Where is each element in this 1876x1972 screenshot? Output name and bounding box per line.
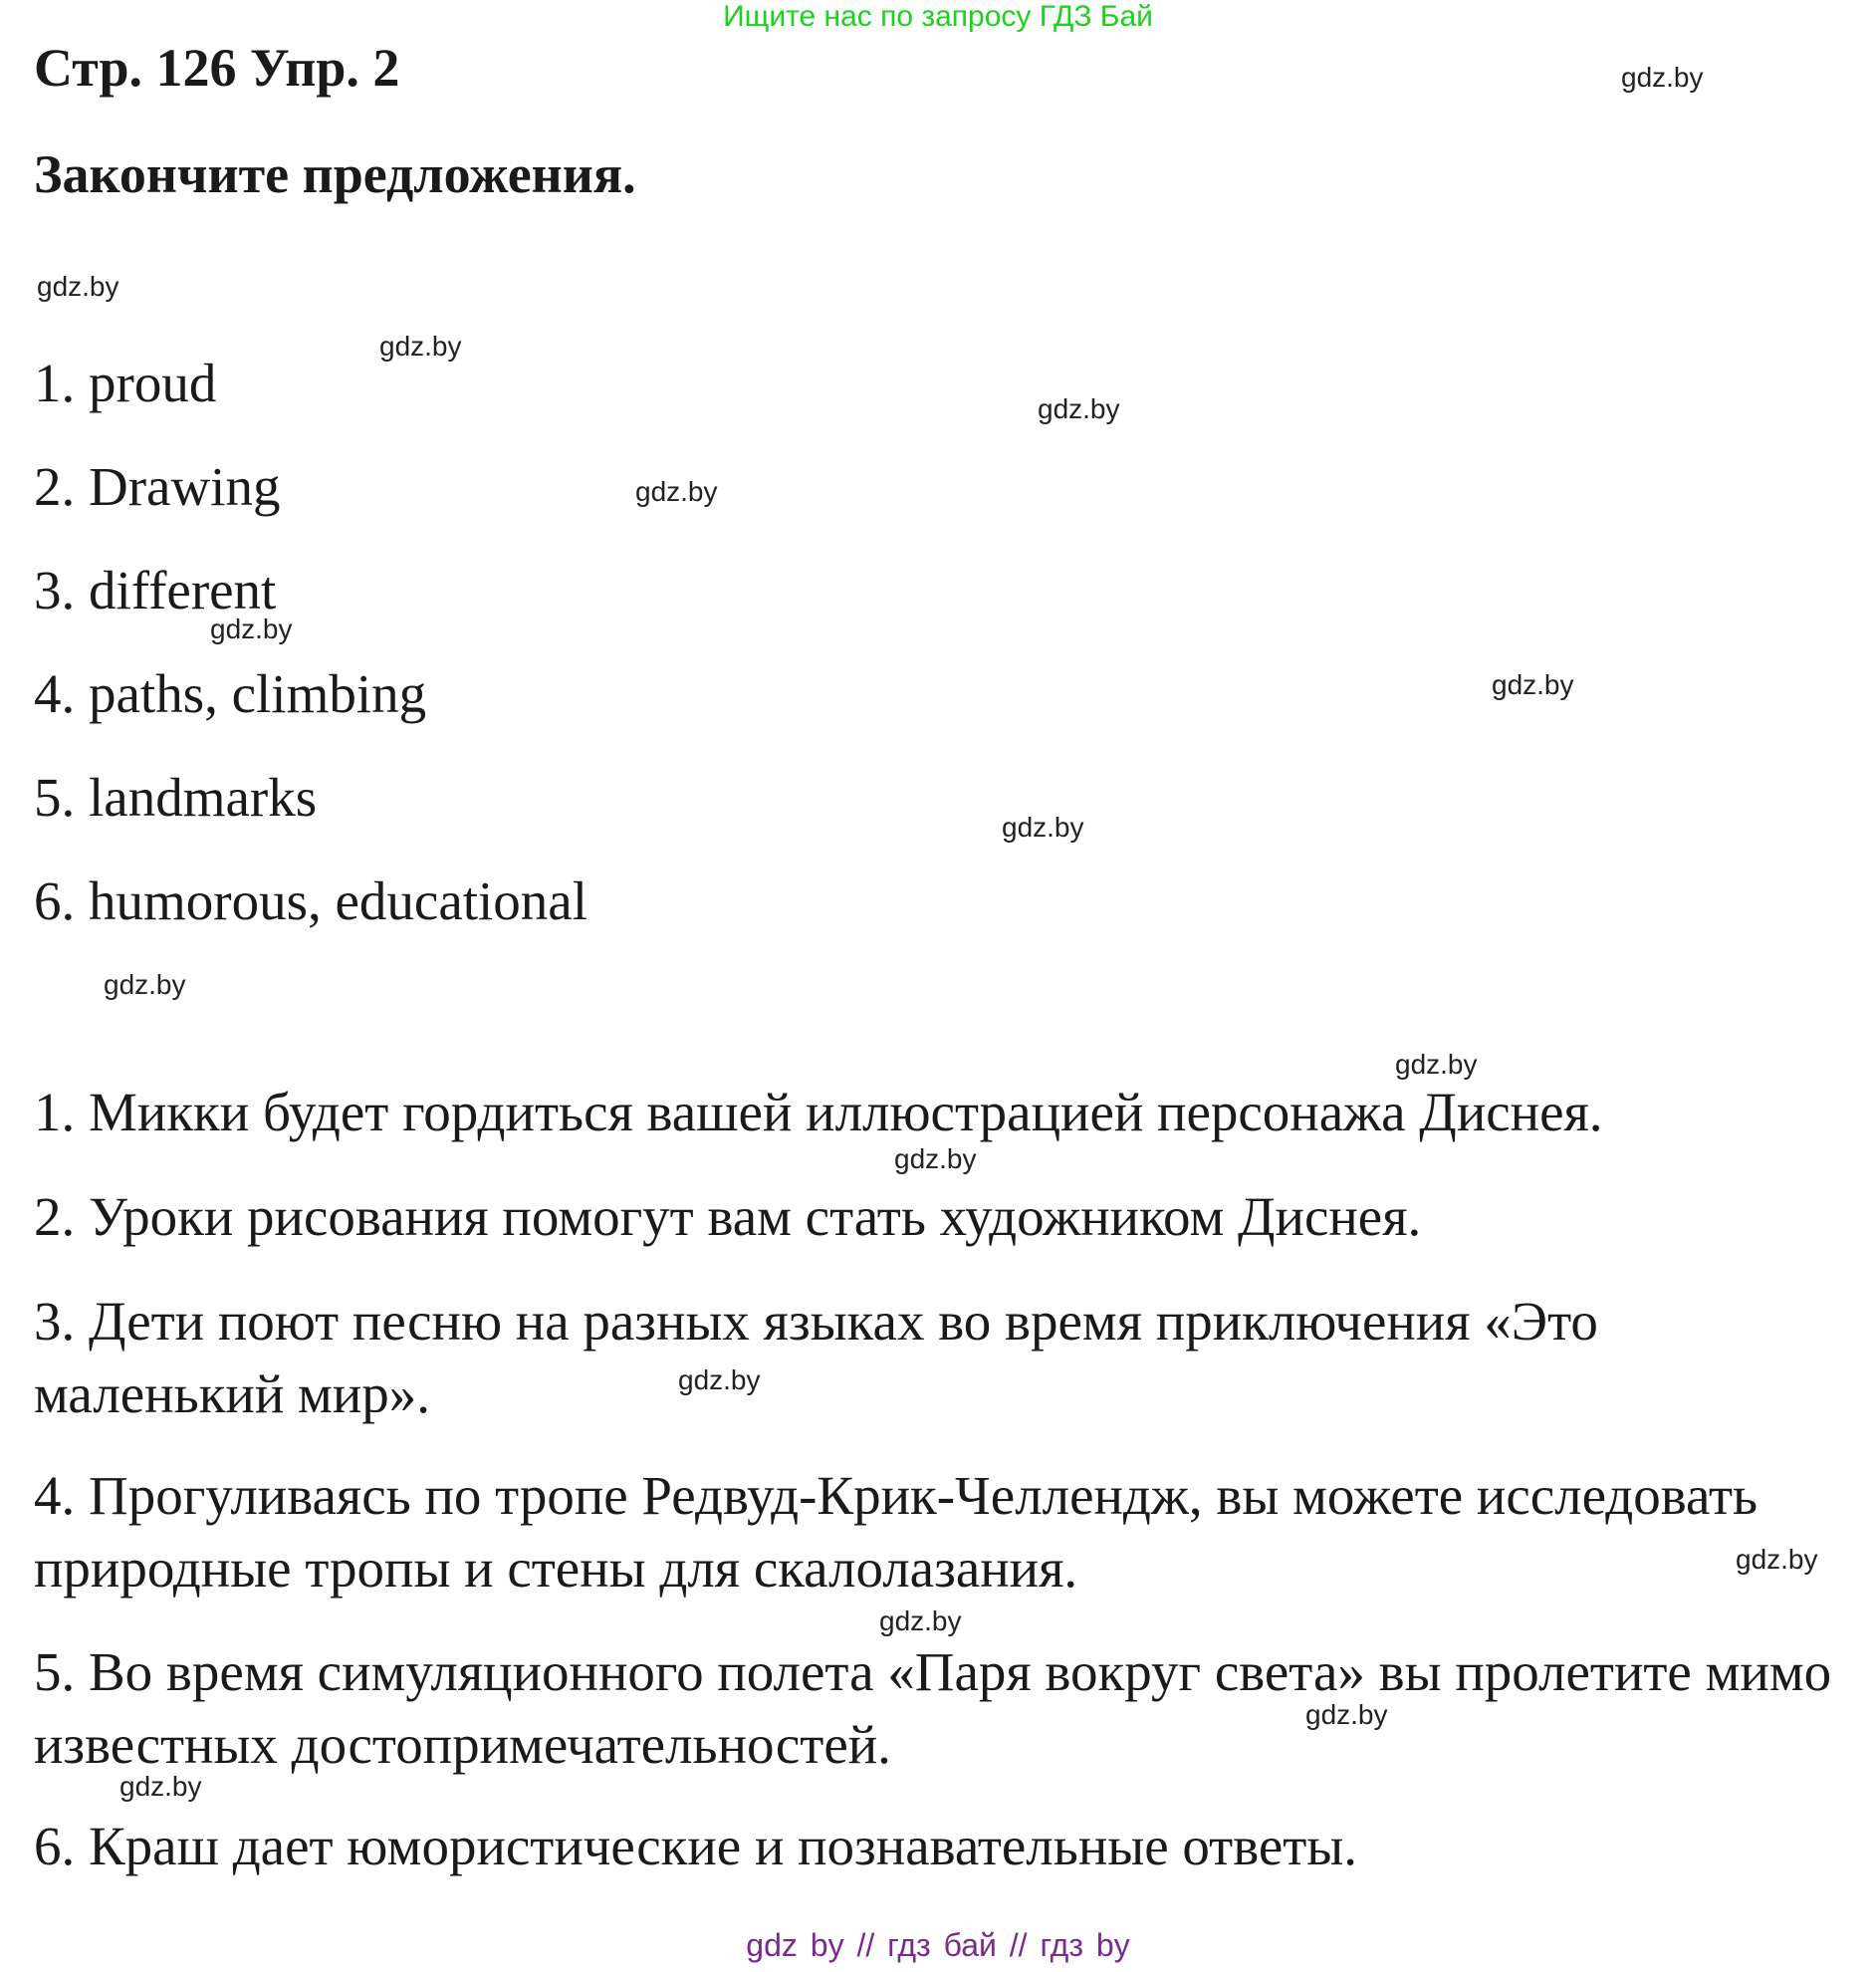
watermark: gdz.by: [894, 1143, 977, 1174]
watermark: gdz.by: [635, 476, 718, 507]
watermark: gdz.by: [379, 331, 462, 362]
watermark: gdz.by: [879, 1605, 962, 1636]
translation-4: 4. Прогуливаясь по тропе Редвуд-Крик-Челлендж, вы можете исследовать природные тропы и стены для скалолазания.: [34, 1465, 1759, 1599]
watermark: gdz.by: [1038, 393, 1120, 424]
watermark: gdz.by: [37, 271, 119, 302]
answer-1: 1. proud: [34, 353, 217, 413]
page-title: Стр. 126 Упр. 2: [34, 38, 400, 98]
watermark: gdz.by: [104, 969, 186, 1000]
watermark: gdz.by: [678, 1364, 761, 1395]
translation-6: 6. Краш дает юмористические и познавательные ответы.: [34, 1816, 1357, 1876]
translation-3: 3. Дети поют песню на разных языках во время приключения «Это маленький мир».: [34, 1291, 1598, 1424]
watermark: gdz.by: [1736, 1544, 1818, 1575]
footer-links: gdz by // гдз бай // гдз by: [746, 1927, 1130, 1963]
translation-1: 1. Микки будет гордиться вашей иллюстрацией персонажа Диснея.: [34, 1082, 1603, 1142]
answer-5: 5. landmarks: [34, 767, 318, 828]
watermark: gdz.by: [1305, 1699, 1388, 1730]
top-banner: Ищите нас по запросу ГДЗ Бай: [723, 0, 1153, 33]
watermark: gdz.by: [210, 614, 293, 644]
answer-6: 6. humorous, educational: [34, 870, 587, 931]
answer-3: 3. different: [34, 560, 277, 620]
watermark: gdz.by: [1621, 62, 1704, 93]
translation-2: 2. Уроки рисования помогут вам стать художником Диснея.: [34, 1186, 1422, 1247]
watermark: gdz.by: [119, 1771, 202, 1802]
watermark: gdz.by: [1492, 669, 1574, 700]
answer-4: 4. paths, climbing: [34, 663, 427, 724]
exercise-instruction: Закончите предложения.: [34, 144, 636, 204]
watermark: gdz.by: [1395, 1049, 1478, 1080]
translation-5: 5. Во время симуляционного полета «Паря вокруг света» вы пролетите мимо известных достопримечательностей.: [34, 1641, 1832, 1775]
watermark: gdz.by: [1002, 812, 1084, 843]
answer-2: 2. Drawing: [34, 456, 281, 517]
